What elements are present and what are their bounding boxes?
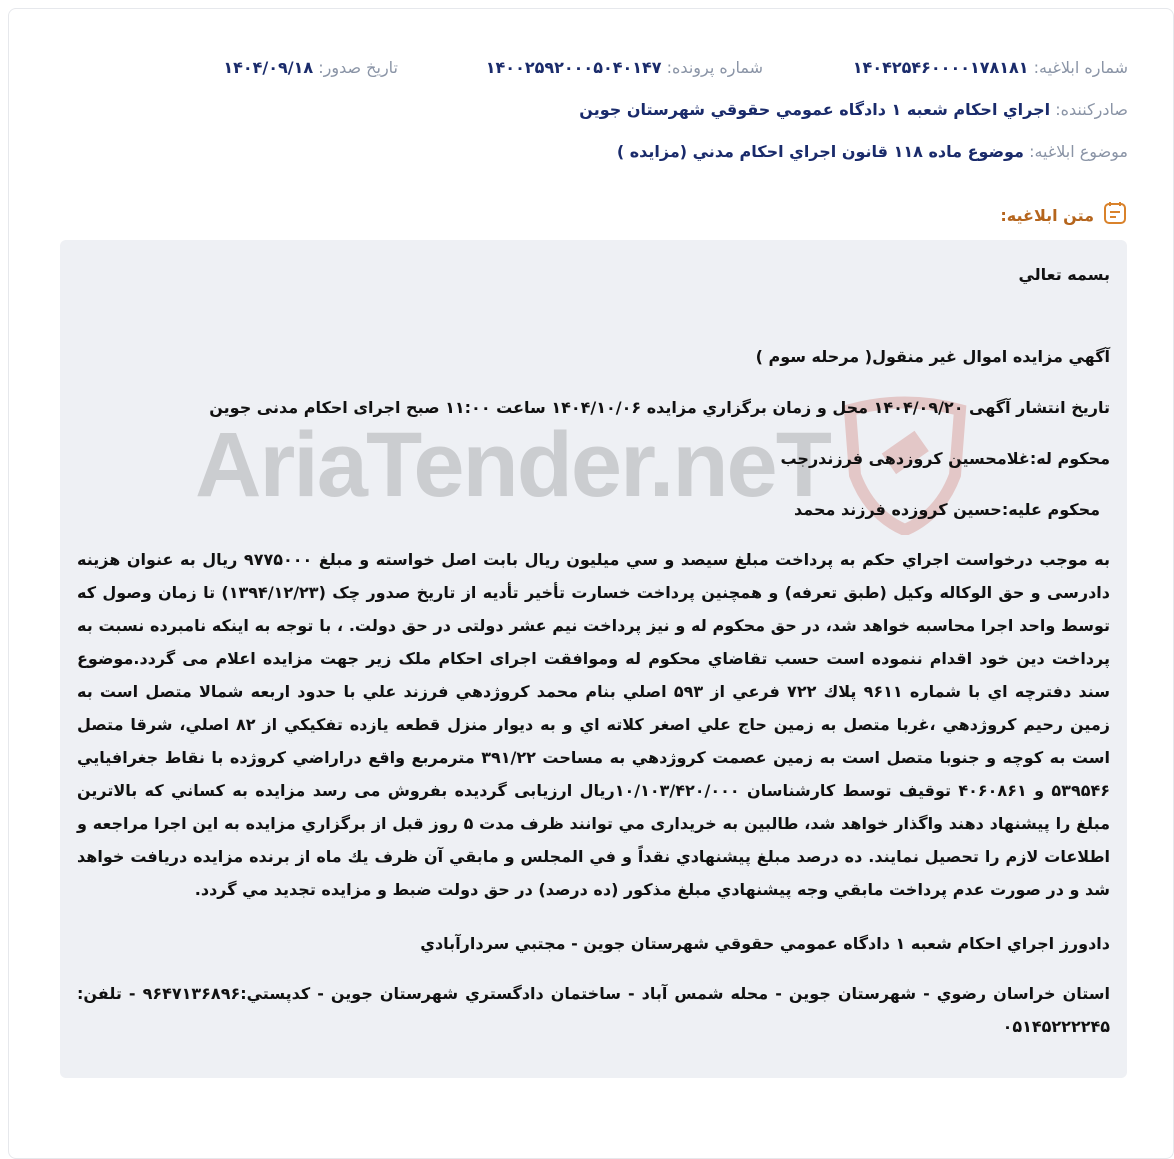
issuer-value: اجراي احکام شعبه ۱ دادگاه عمومي حقوقي شهرستان جوين	[579, 100, 1051, 119]
greeting: بسمه تعالي	[1018, 265, 1110, 284]
issue-date-label: تاريخ صدور:	[318, 58, 398, 77]
section-title: متن ابلاغيه:	[1000, 205, 1094, 225]
notice-text-heading	[1000, 200, 1128, 230]
note-icon	[1102, 200, 1128, 230]
notice-number	[853, 58, 1128, 77]
creditor: محکوم له:غلامحسین کروزدهی فرزندرجب	[780, 449, 1110, 468]
subject-value: موضوع ماده ۱۱۸ قانون اجراي احکام مدني (مزايده )	[616, 142, 1024, 161]
debtor: محکوم علیه:حسین کروزده فرزند محمد	[794, 500, 1100, 519]
issue-date	[223, 58, 398, 77]
address: استان خراسان رضوي - شهرستان جوين - محله شمس آباد - ساختمان دادگستري شهرستان جوين - کدپستي:۹۶۴۷۱۳۶۸۹۶ - تلفن: ۰۵۱۴۵۲۲۲۲۴۵	[77, 984, 1110, 1036]
issue-date-value: ۱۴۰۴/۰۹/۱۸	[223, 58, 314, 77]
subject-label: موضوع ابلاغيه:	[1029, 142, 1128, 161]
notice-number-value: ۱۴۰۴۲۵۴۶۰۰۰۰۱۷۸۱۸۱	[852, 58, 1029, 77]
signature: دادورز اجراي احکام شعبه ۱ دادگاه عمومي حقوقي شهرستان جوين - مجتبي سردارآبادي	[420, 934, 1110, 953]
case-number-value: ۱۴۰۰۲۵۹۲۰۰۰۵۰۴۰۱۴۷	[485, 58, 662, 77]
auction-schedule: تاريخ انتشار آگهی ۱۴۰۴/۰۹/۲۰ محل و زمان برگزاري مزايده ۱۴۰۴/۱۰/۰۶ ساعت ۱۱:۰۰ صبح اجرای احکام مدنی جوین	[209, 398, 1110, 417]
watermark-logo: AriaTender.neT	[195, 395, 970, 535]
notice-card	[60, 240, 1127, 1078]
notice-number-label: شماره ابلاغيه:	[1033, 58, 1128, 77]
notice-title: آگهي مزايده اموال غير منقول( مرحله سوم )	[755, 347, 1110, 366]
case-number-label: شماره پرونده:	[666, 58, 763, 77]
issuer-label: صادرکننده:	[1055, 100, 1128, 119]
notice-body: به موجب درخواست اجراي حکم به پرداخت مبلغ سيصد و سي ميليون ريال بابت اصل خواسته و مبلغ ۹۷۷۵۰۰۰ ريال به عنوان هزينه دادرسی و حق الوکاله وکيل (طبق تعرفه) و همچنين پرداخت خسارت تأخير تأديه از تاريخ صدور چک (۱۳۹۴/۱۲/۲۳) تا زمان وصول که توسط واحد اجرا محاسبه خواهد شد، در حق محکوم له و نيز پرداخت نيم عشر دولتی در حق دولت. ، با توجه به اينکه نامبرده نسبت به پرداخت دين خود اقدام ننموده است حسب تقاضاي محکوم له وموافقت اجرای احکام ملک زير جهت مزايده اعلام می گردد.موضوع سند دفترچه اي با شماره ۹۶۱۱ پلاك ۷۲۲ فرعي از ۵۹۳ اصلي بنام محمد كروژدهي فرزند علي با حدود اربعه شمالا متصل است به زمين رحيم كروژدهي ،غربا متصل به زمين حاج علي اصغر كلاته اي و به ديوار منزل قطعه يازده تفكيكي از ۸۲ اصلي، شرقا متصل است به كوچه و جنوبا متصل است به زمين عصمت كروژدهي به مساحت ۳۹۱/۲۲ مترمربع واقع دراراضي كروژده با نقاط جغرافيايي ۵۳۹۵۴۶ و ۴۰۶۰۸۶۱ توقيف توسط كارشناسان ۱۰/۱۰۳/۴۲۰/۰۰۰ريال ارزيابی گرديده بفروش می رسد مزايده به کساني که بالاترين مبلغ را پيشنهاد دهند واگذار خواهد شد، طالبين به خريداری مي توانند ظرف مدت ۵ روز قبل از برگزاري مزايده به اين اجرا مراجعه و اطلاعات لازم را تحصيل نمايند. ده درصد مبلغ پيشنهادي نقداً و في المجلس و مابقي آن ظرف يك ماه از برنده مزايده دريافت خواهد شد و در صورت عدم پرداخت مابقي وجه پيشنهادي مبلغ مذكور (ده درصد) در حق دولت ضبط و مزايده تجديد مي گردد.	[77, 550, 1111, 899]
subject-row	[46, 142, 1128, 161]
case-number	[486, 58, 763, 77]
issuer-row	[46, 100, 1128, 119]
